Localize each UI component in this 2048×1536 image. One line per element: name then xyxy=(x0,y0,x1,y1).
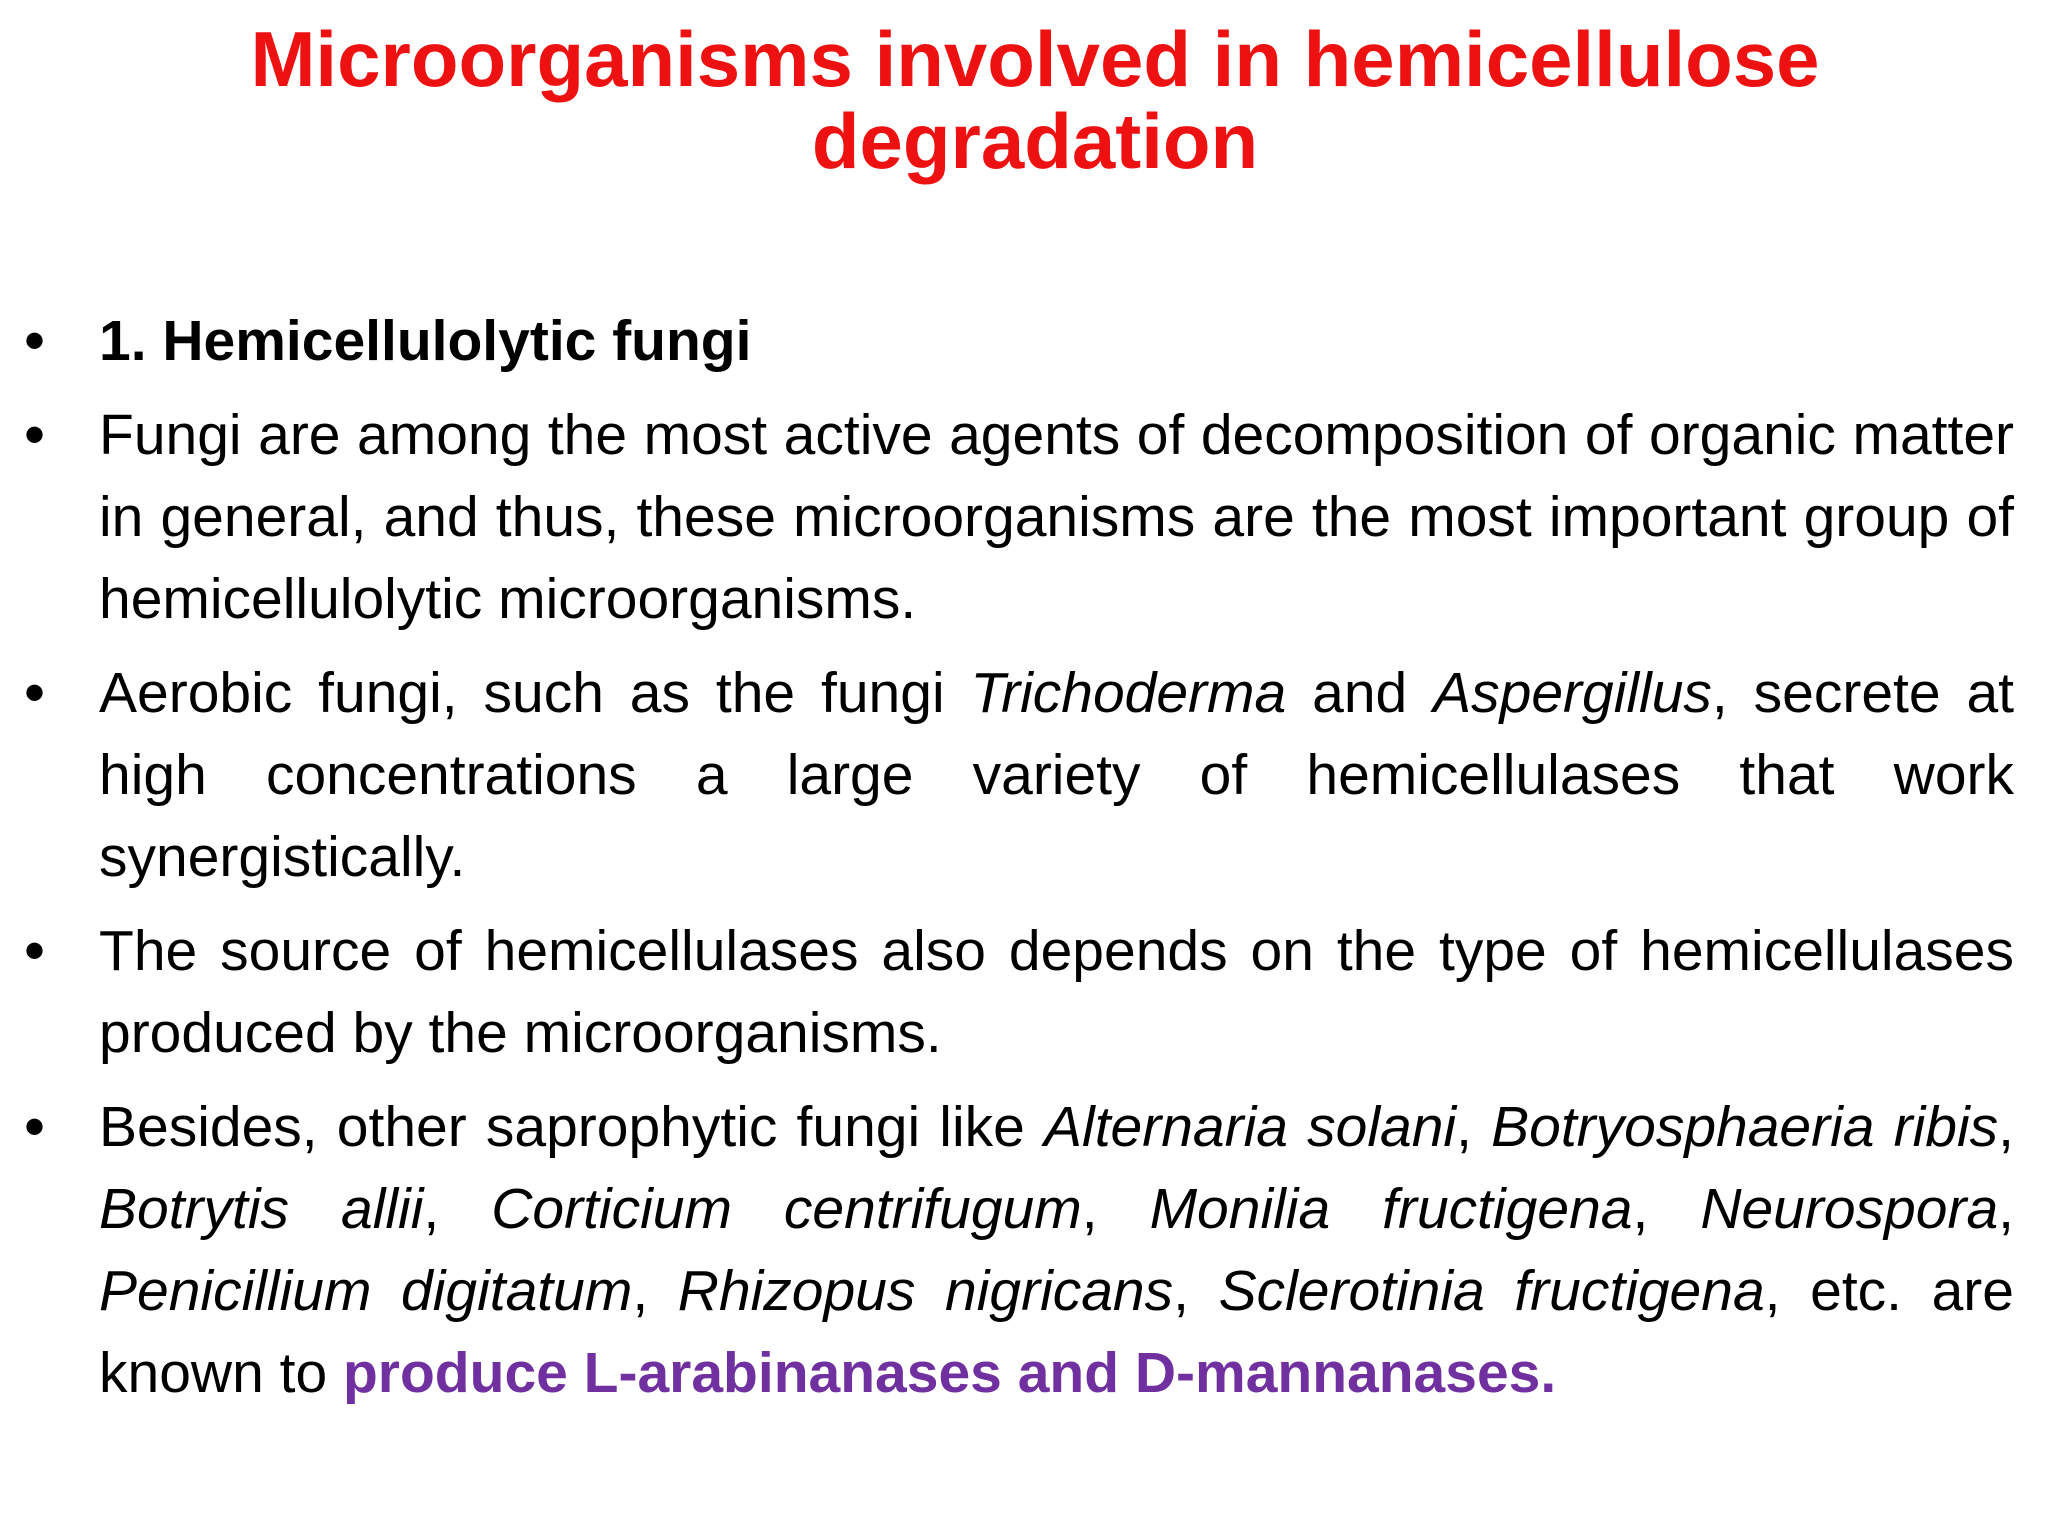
section-heading: 1. Hemicellulolytic fungi xyxy=(99,309,752,373)
bullet-item-source xyxy=(24,910,2014,1074)
bullet-item-heading xyxy=(24,300,2014,382)
bullet-text-part: , xyxy=(1173,1259,1219,1323)
bullet-text-part: , xyxy=(423,1177,492,1241)
bullet-icon: • xyxy=(24,659,46,726)
species-name: Monilia fructigena xyxy=(1149,1177,1633,1241)
bullet-text: The source of hemicellulases also depends on the type of hemicellulases produced by the microorganisms. xyxy=(99,919,2014,1065)
species-name: Botrytis allii xyxy=(99,1177,424,1241)
bullet-icon: • xyxy=(24,307,46,374)
bullet-text-part: , xyxy=(1998,1095,2015,1159)
species-name: Botryosphaeria ribis xyxy=(1491,1095,1999,1159)
highlighted-conclusion: produce L-arabinanases and D-mannanases. xyxy=(342,1341,1557,1405)
bullet-item-fungi-agents xyxy=(24,394,2014,640)
bullet-text-part: Aerobic fungi, such as the fungi xyxy=(99,661,971,725)
bullet-text-part: , xyxy=(1632,1177,1701,1241)
species-name: Sclerotinia fructigena xyxy=(1218,1259,1765,1323)
bullet-text-part: , xyxy=(1081,1177,1150,1241)
species-name: Penicillium digitatum xyxy=(99,1259,633,1323)
bullet-text-part: Besides, other saprophytic fungi like xyxy=(99,1095,1045,1159)
bullet-text-part: , xyxy=(632,1259,678,1323)
bullet-text-part: , xyxy=(1998,1177,2014,1241)
bullet-item-saprophytic-fungi xyxy=(24,1086,2014,1414)
bullet-text: Fungi are among the most active agents of decomposition of organic matter in general, and thus, these microorganisms are the most important group of hemicellulolytic microorganisms. xyxy=(99,403,2014,631)
bullet-icon: • xyxy=(24,401,46,468)
species-name: Aspergillus xyxy=(1433,661,1712,725)
species-name: Alternaria solani xyxy=(1044,1095,1457,1159)
bullet-icon: • xyxy=(24,917,46,984)
bullet-text-part: , xyxy=(1456,1095,1492,1159)
bullet-text-part: , etc. are known to xyxy=(99,1259,2014,1405)
species-name: Rhizopus nigricans xyxy=(677,1259,1174,1323)
species-name: Corticium centrifugum xyxy=(491,1177,1082,1241)
bullet-item-aerobic-fungi xyxy=(24,652,2014,898)
species-name: Trichoderma xyxy=(970,661,1287,725)
slide-title: Microorganisms involved in hemicellulose degradation xyxy=(250,15,1820,185)
bullet-icon: • xyxy=(24,1093,46,1160)
species-name: Neurospora xyxy=(1700,1177,1999,1241)
bullet-list xyxy=(24,300,2014,1426)
bullet-text-part: and xyxy=(1286,661,1434,725)
bullet-text-part: , secrete at high concentrations a large variety of hemicellulases that work synergistically. xyxy=(99,661,2014,889)
